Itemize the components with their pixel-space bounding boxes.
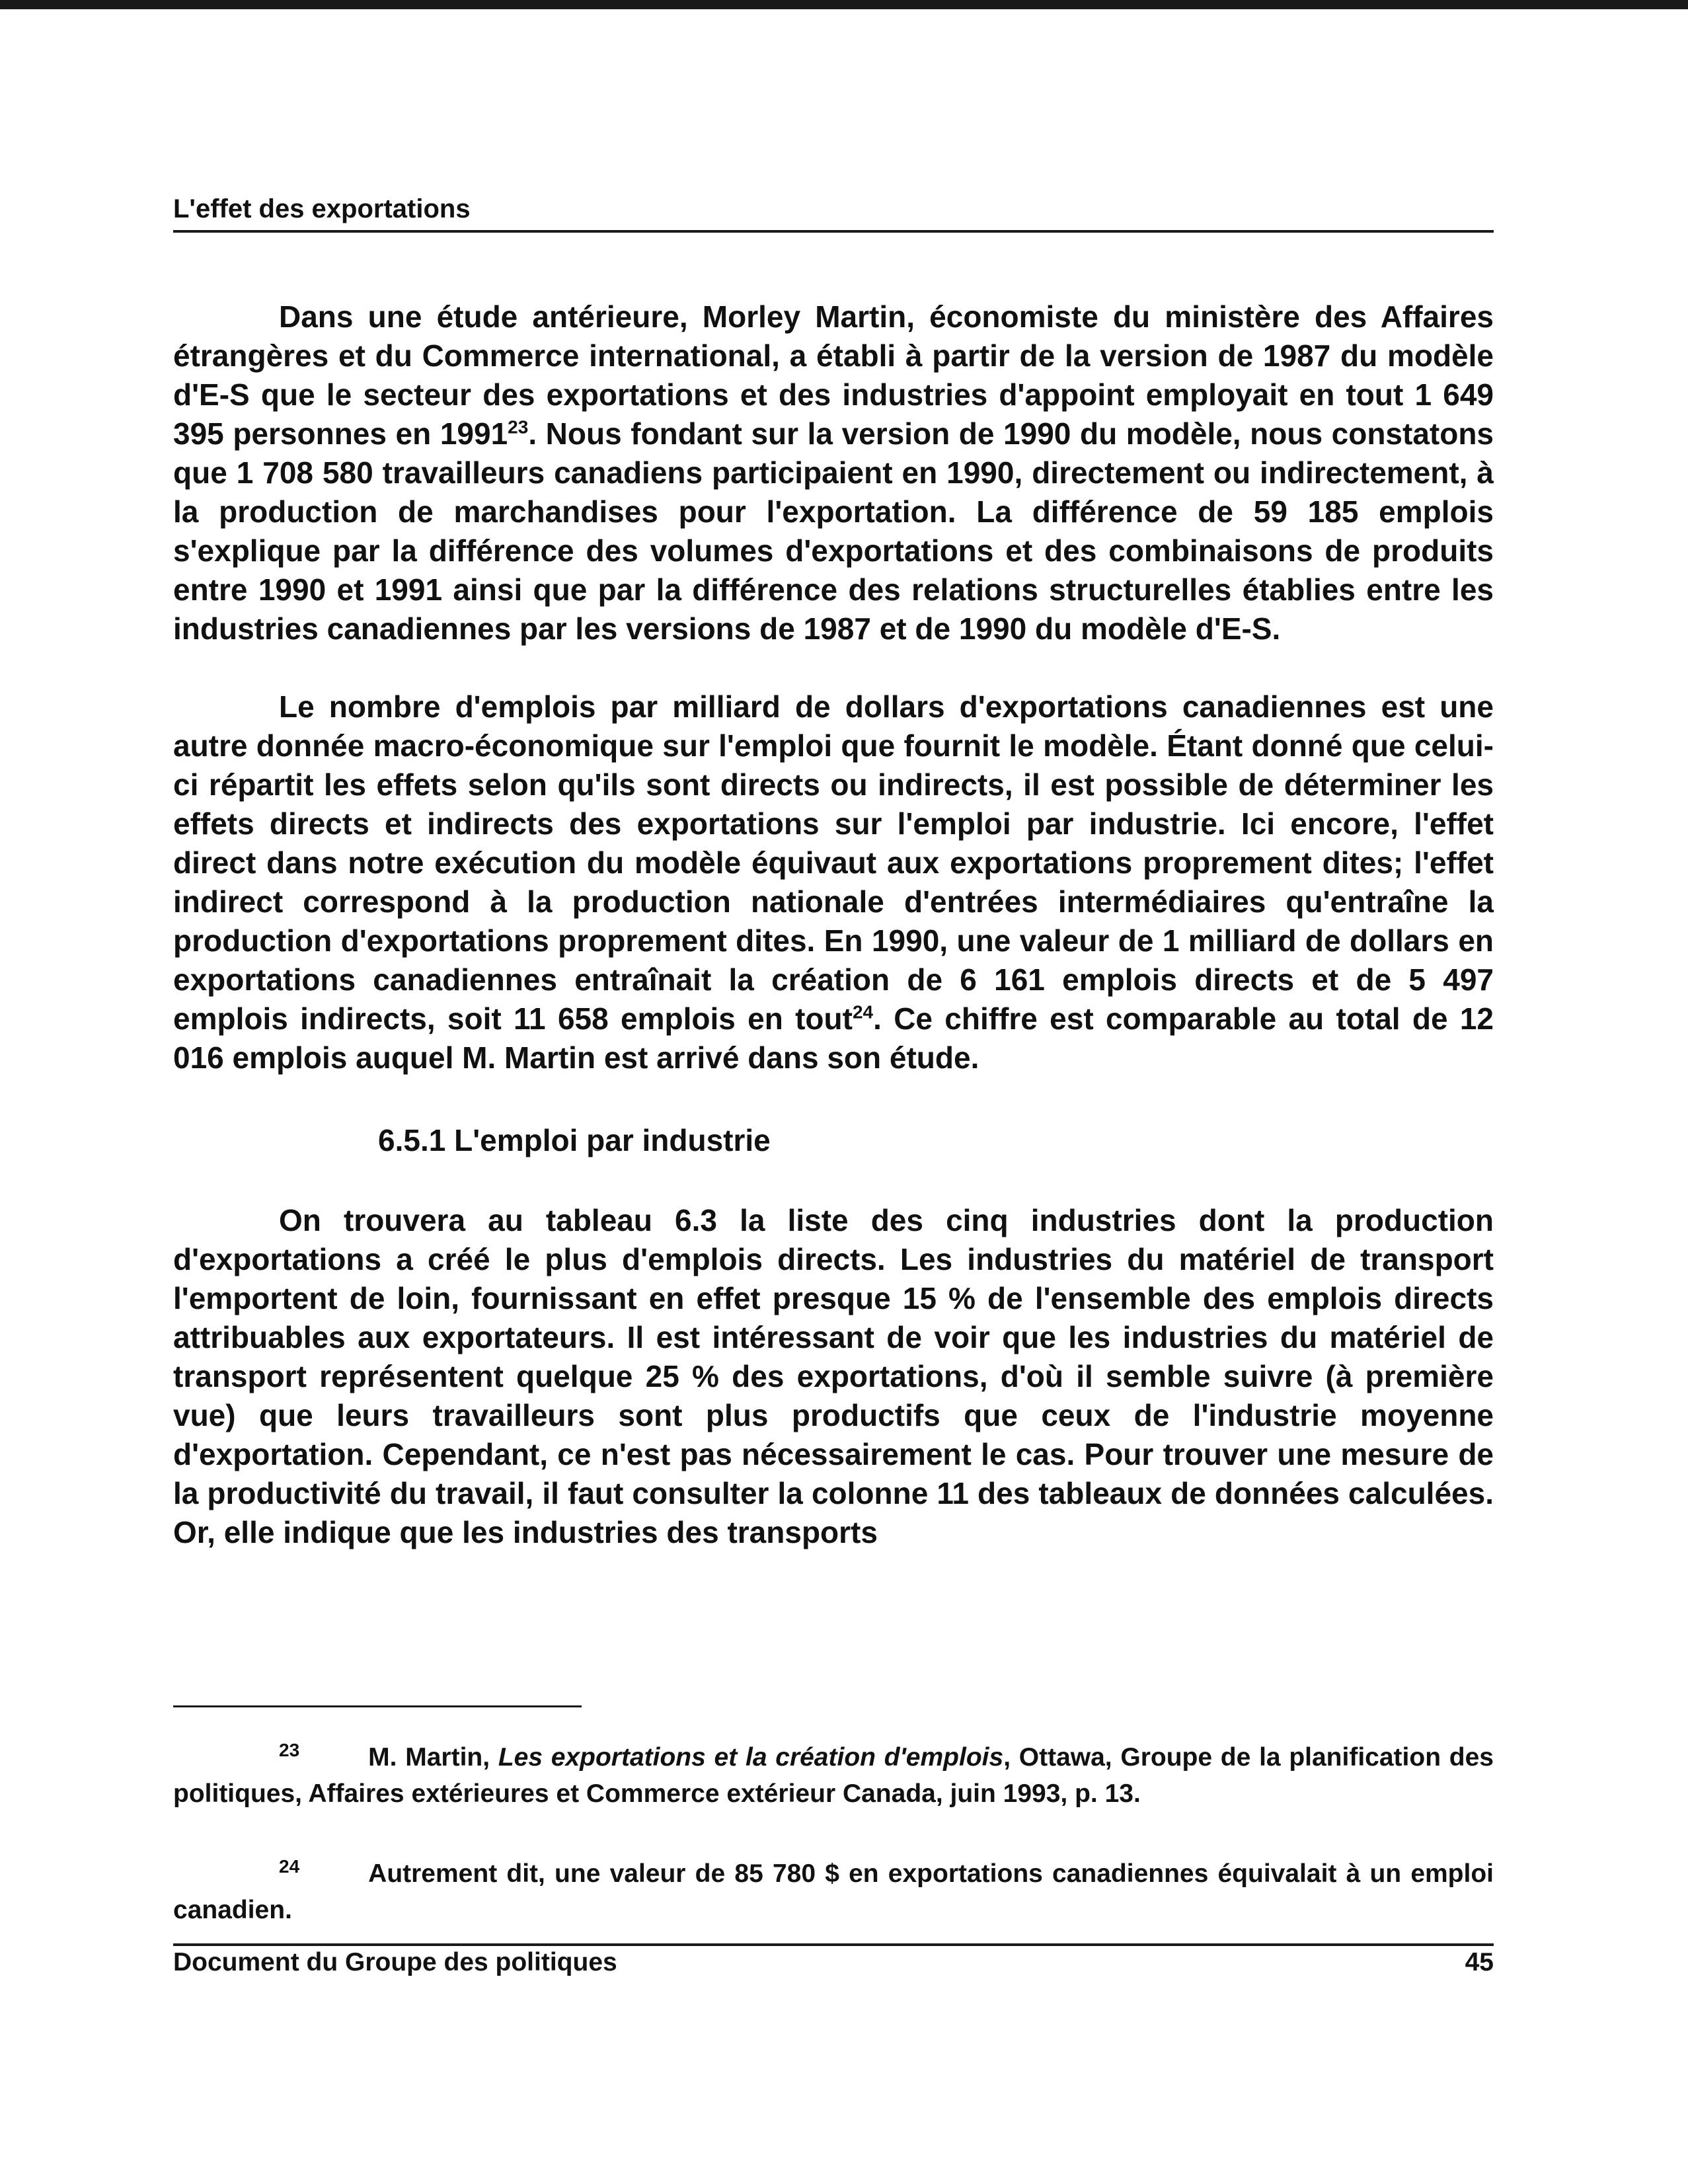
page-number: 45 (1465, 1948, 1494, 1976)
paragraph-1 (173, 297, 1494, 648)
paragraph-1-text-after: . Nous fondant sur la version de 1990 du modèle, nous constatons que 1 708 580 travailleurs canadiens participaient en 1990, directement ou indirectement, à la production de marchandises pour l'exportation. La différence de 59 185 emplois s'explique par la différence des volumes d'exportations et des combinaisons de produits entre 1990 et 1991 ainsi que par la différence des relations structurelles établies entre les industries canadiennes par les versions de 1987 et de 1990 du modèle d'E-S. (173, 416, 1494, 646)
footnote-separator (173, 1705, 582, 1707)
footnote-23 (173, 1732, 1494, 1812)
footnotes (173, 1732, 1494, 1928)
footnote-text: M. Martin, (368, 1743, 498, 1772)
running-header: L'effet des exportations (173, 194, 471, 223)
top-border-rule (0, 0, 1688, 9)
paragraph-1-text: Dans une étude antérieure, Morley Martin, économiste du ministère des Affaires étrangères et du Commerce international, a établi à partir de la version de 1987 du modèle d'E-S que le secteur des exportations et des industries d'appoint employait en tout 1 649 395 personnes en 1991 (173, 299, 1494, 451)
footnote-ref-23[interactable]: 23 (508, 416, 529, 438)
header-rule (173, 230, 1494, 233)
footnote-text: Autrement dit, une valeur de 85 780 $ en exportations canadiennes équivalait à un emploi canadien. (173, 1859, 1494, 1924)
footnote-title: Les exportations et la création d'emplois (498, 1743, 1004, 1772)
footnote-number: 24 (279, 1856, 300, 1877)
paragraph-2 (173, 687, 1494, 1077)
paragraph-2-text-after: . Ce chiffre est comparable au total de 12 016 emplois auquel M. Martin est arrivé dans son étude. (173, 1001, 1494, 1075)
paragraph-3: On trouvera au tableau 6.3 la liste des cinq industries dont la production d'exportations a créé le plus d'emplois directs. Les industries du matériel de transport l'emportent de loin, fournissant en effet presque 15 % de l'ensemble des emplois directs attribuables aux exportateurs. Il est intéressant de voir que les industries du matériel de transport représentent quelque 25 % des exportations, d'où il semble suivre (à première vue) que leurs travailleurs sont plus productifs que ceux de l'industrie moyenne d'exportation. Cependant, ce n'est pas nécessairement le cas. Pour trouver une mesure de la productivité du travail, il faut consulter la colonne 11 des tableaux de données calculées. Or, elle indique que les industries des transports (173, 1203, 1494, 1549)
footnote-text-after: , Ottawa, Groupe de la planification des politiques, Affaires extérieures et Commerce extérieur Canada, juin 1993, p. 13. (173, 1743, 1494, 1808)
footnote-ref-24[interactable]: 24 (852, 1001, 874, 1023)
section-heading: 6.5.1 L'emploi par industrie (378, 1123, 771, 1157)
main-content (173, 297, 1494, 1552)
footnote-number: 23 (279, 1740, 300, 1760)
footer-label: Document du Groupe des politiques (173, 1948, 617, 1976)
paragraph-2-text: Le nombre d'emplois par milliard de dollars d'exportations canadiennes est une autre donnée macro-économique sur l'emploi que fournit le modèle. Étant donné que celui-ci répartit les effets selon qu'ils sont directs ou indirects, il est possible de déterminer les effets directs et indirects des exportations sur l'emploi par industrie. Ici encore, l'effet direct dans notre exécution du modèle équivaut aux exportations proprement dites; l'effet indirect correspond à la production nationale d'entrées intermédiaires qu'entraîne la production d'exportations proprement dites. En 1990, une valeur de 1 milliard de dollars en exportations canadiennes entraînait la création de 6 161 emplois directs et de 5 497 emplois indirects, soit 11 658 emplois en tout (173, 689, 1494, 1036)
footnote-24 (173, 1848, 1494, 1928)
